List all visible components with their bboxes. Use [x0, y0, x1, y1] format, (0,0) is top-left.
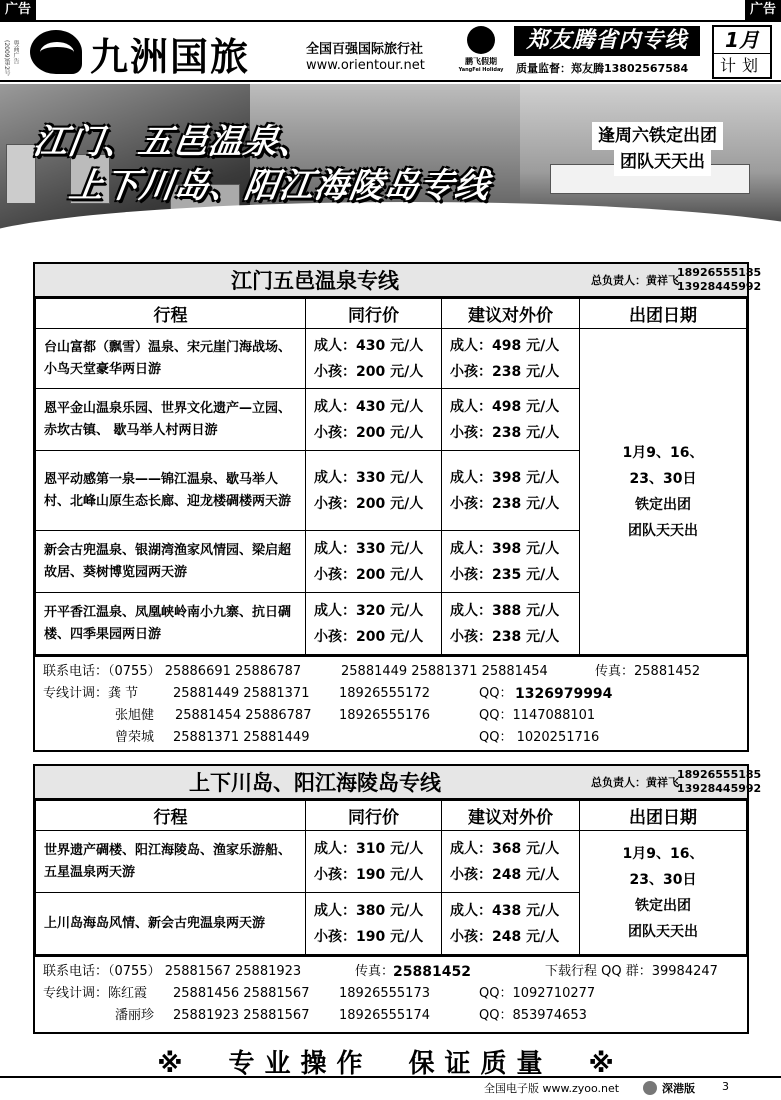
- date-line-2: 23、30日: [629, 470, 697, 487]
- contact-block: [35, 655, 747, 753]
- zyoo-logo-icon: [643, 1081, 657, 1095]
- registration-number: 粤商广告(2009)第2号: [3, 40, 19, 76]
- peer-child: 小孩：200 元/人: [314, 363, 424, 380]
- planner-name: 曾荣城: [115, 730, 155, 745]
- section-title: 上下川岛、阳江海陵岛专线: [189, 771, 441, 795]
- footer-slogan: ※ 专业操作 保证质量 ※: [157, 1049, 624, 1079]
- planner-phones: 25881923 25881567: [173, 1008, 310, 1023]
- peer-adult: 成人：430 元/人: [314, 398, 424, 415]
- price-table: [35, 298, 747, 655]
- qq-group: 下载行程 QQ 群：39984247: [545, 964, 718, 979]
- planner-name: 张旭健: [115, 708, 155, 723]
- retail-price-cell: [442, 329, 580, 389]
- route-cell: 恩平动感第一泉——锦江温泉、歇马举人村、北峰山原生态长廊、迎龙楼碉楼两天游: [36, 451, 306, 531]
- peer-adult: 成人：380 元/人: [314, 902, 424, 919]
- retail-price-cell: [442, 531, 580, 593]
- manager-phone-2: 13928445992: [677, 280, 762, 293]
- col-header-retail-price: 建议对外价: [442, 801, 580, 831]
- yangfei-logo-icon: [467, 26, 495, 54]
- yangfei-logo: [455, 26, 507, 73]
- col-header-route: 行程: [36, 299, 306, 329]
- peer-adult: 成人：310 元/人: [314, 840, 424, 857]
- col-header-peer-price: 同行价: [306, 299, 442, 329]
- table-header-row: [36, 801, 747, 831]
- quality-supervisor: 质量监督：郑友腾13802567584: [516, 62, 689, 75]
- ad-tag-left: 广告: [0, 0, 36, 20]
- section-shangxiachuan: [33, 764, 762, 1034]
- contact-row: [43, 705, 739, 727]
- peer-price-cell: [306, 389, 442, 451]
- retail-price-cell: [442, 893, 580, 955]
- section-phones: [677, 266, 761, 294]
- table-row: [36, 329, 747, 389]
- contact-phones: 联系电话：（0755） 25881567 25881923: [43, 964, 302, 979]
- planner-phones: 25881371 25881449: [173, 730, 310, 745]
- footer-divider: [0, 1076, 781, 1078]
- date-line-3: 铁定出团: [635, 897, 691, 914]
- section-manager: 总负责人：黄祥飞: [591, 274, 679, 287]
- planner-mobile: 18926555174: [339, 1008, 430, 1023]
- retail-price-cell: [442, 451, 580, 531]
- retail-child: 小孩：238 元/人: [450, 628, 560, 645]
- peer-adult: 成人：330 元/人: [314, 469, 424, 486]
- date-line-2: 23、30日: [629, 871, 697, 888]
- plan-label: 计划: [719, 56, 764, 75]
- route-cell: 新会古兜温泉、银湖湾渔家风情园、梁启超故居、葵树博览园两天游: [36, 531, 306, 593]
- peer-child: 小孩：200 元/人: [314, 628, 424, 645]
- retail-price-cell: [442, 593, 580, 655]
- contact-row: [43, 727, 739, 749]
- brand-logo-icon: [30, 30, 82, 74]
- retail-adult: 成人：438 元/人: [450, 902, 560, 919]
- contact-block: [35, 955, 747, 1031]
- section-jiangmen: [33, 262, 762, 752]
- peer-child: 小孩：200 元/人: [314, 424, 424, 441]
- col-header-date: 出团日期: [580, 801, 747, 831]
- col-header-route: 行程: [36, 801, 306, 831]
- route-cell: 开平香江温泉、凤凰峡岭南小九寨、抗日碉楼、四季果园两日游: [36, 593, 306, 655]
- contact-fax-label: 传真：: [355, 964, 395, 979]
- peer-price-cell: [306, 531, 442, 593]
- price-table: [35, 800, 747, 955]
- peer-price-cell: [306, 329, 442, 389]
- banner: [0, 84, 781, 244]
- ad-tag-right: 广告: [745, 0, 781, 20]
- peer-price-cell: [306, 451, 442, 531]
- peer-child: 小孩：200 元/人: [314, 566, 424, 583]
- contact-row: [43, 983, 739, 1005]
- planner-name: 专线计调：龚 节: [43, 686, 139, 701]
- planner-qq-label: QQ：: [479, 686, 513, 701]
- banner-note-line1: 逢周六铁定出团: [592, 122, 723, 150]
- retail-adult: 成人：398 元/人: [450, 540, 560, 557]
- col-header-date: 出团日期: [580, 299, 747, 329]
- peer-adult: 成人：320 元/人: [314, 602, 424, 619]
- retail-child: 小孩：238 元/人: [450, 424, 560, 441]
- table-header-row: [36, 299, 747, 329]
- planner-mobile: 18926555176: [339, 708, 430, 723]
- peer-adult: 成人：330 元/人: [314, 540, 424, 557]
- retail-adult: 成人：388 元/人: [450, 602, 560, 619]
- peer-price-cell: [306, 831, 442, 893]
- brand-subtitle: 全国百强国际旅行社: [306, 42, 424, 57]
- contact-row: [43, 961, 739, 983]
- plan-month: 1月: [714, 27, 770, 54]
- table-row: [36, 831, 747, 893]
- contact-phones-2: 25881449 25881371 25881454: [341, 664, 548, 679]
- section-phones: [677, 768, 761, 796]
- planner-mobile: 18926555173: [339, 986, 430, 1001]
- footer-area: 深港版: [662, 1082, 695, 1095]
- retail-child: 小孩：235 元/人: [450, 566, 560, 583]
- retail-child: 小孩：248 元/人: [450, 866, 560, 883]
- retail-adult: 成人：368 元/人: [450, 840, 560, 857]
- contact-fax: 传真：25881452: [595, 664, 701, 679]
- date-line-1: 1月9、16、: [622, 444, 704, 461]
- planner-mobile: 18926555172: [339, 686, 430, 701]
- planner-phones: 25881456 25881567: [173, 986, 310, 1001]
- planner-qq: QQ：1092710277: [479, 986, 596, 1001]
- retail-adult: 成人：498 元/人: [450, 398, 560, 415]
- banner-note-line2: 团队天天出: [614, 148, 711, 176]
- retail-price-cell: [442, 389, 580, 451]
- retail-adult: 成人：498 元/人: [450, 337, 560, 354]
- route-cell: 世界遗产碉楼、阳江海陵岛、渔家乐游船、五星温泉两天游: [36, 831, 306, 893]
- line-title: 郑友腾省内专线: [514, 26, 700, 56]
- section-header: [35, 766, 762, 800]
- route-cell: 台山富都（飘雪）温泉、宋元崖门海战场、小鸟天堂豪华两日游: [36, 329, 306, 389]
- contact-fax: 25881452: [393, 964, 471, 980]
- retail-child: 小孩：238 元/人: [450, 495, 560, 512]
- col-header-retail-price: 建议对外价: [442, 299, 580, 329]
- peer-adult: 成人：430 元/人: [314, 337, 424, 354]
- peer-child: 小孩：190 元/人: [314, 866, 424, 883]
- planner-qq: QQ： 1020251716: [479, 730, 600, 745]
- manager-phone-1: 18926555185: [677, 266, 762, 279]
- plan-box: [712, 25, 772, 79]
- peer-child: 小孩：190 元/人: [314, 928, 424, 945]
- contact-row: [43, 683, 739, 705]
- planner-phones: 25881454 25886787: [175, 708, 312, 723]
- banner-title-line1: 江门、五邑温泉、: [30, 122, 317, 162]
- footer-edition: 全国电子版 www.zyoo.net: [484, 1082, 620, 1095]
- peer-child: 小孩：200 元/人: [314, 495, 424, 512]
- date-line-1: 1月9、16、: [622, 845, 704, 862]
- banner-title-line2: 上下川岛、阳江海陵岛专线: [66, 166, 493, 206]
- header: [0, 20, 781, 82]
- retail-adult: 成人：398 元/人: [450, 469, 560, 486]
- brand-url: www.orientour.net: [306, 58, 425, 73]
- date-line-4: 团队天天出: [628, 522, 698, 539]
- col-header-peer-price: 同行价: [306, 801, 442, 831]
- manager-phone-1: 18926555185: [677, 768, 762, 781]
- section-manager: 总负责人：黄祥飞: [591, 776, 679, 789]
- retail-child: 小孩：238 元/人: [450, 363, 560, 380]
- date-line-3: 铁定出团: [635, 496, 691, 513]
- yangfei-logo-text: 鹏飞假期: [465, 57, 497, 66]
- peer-price-cell: [306, 593, 442, 655]
- date-cell: [580, 831, 747, 955]
- date-line-4: 团队天天出: [628, 923, 698, 940]
- peer-price-cell: [306, 893, 442, 955]
- planner-phones: 25881449 25881371: [173, 686, 310, 701]
- contact-row: [43, 661, 739, 683]
- yangfei-logo-en: YangFei Holiday: [458, 67, 504, 73]
- planner-qq: QQ：853974653: [479, 1008, 587, 1023]
- route-cell: 恩平金山温泉乐园、世界文化遗产—立园、赤坎古镇、 歇马举人村两日游: [36, 389, 306, 451]
- brand-name: 九洲国旅: [90, 34, 251, 79]
- date-cell: [580, 329, 747, 655]
- planner-qq: QQ：1147088101: [479, 708, 596, 723]
- contact-phones: 联系电话：（0755） 25886691 25886787: [43, 664, 302, 679]
- planner-name: 潘丽珍: [115, 1008, 155, 1023]
- section-header: [35, 264, 762, 298]
- retail-child: 小孩：248 元/人: [450, 928, 560, 945]
- retail-price-cell: [442, 831, 580, 893]
- manager-phone-2: 13928445992: [677, 782, 762, 795]
- route-cell: 上川岛海岛风情、新会古兜温泉两天游: [36, 893, 306, 955]
- planner-name: 专线计调：陈红霞: [43, 986, 148, 1001]
- page-number: 3: [722, 1080, 729, 1093]
- planner-qq: 1326979994: [515, 686, 613, 702]
- contact-row: [43, 1005, 739, 1027]
- section-title: 江门五邑温泉专线: [231, 269, 399, 293]
